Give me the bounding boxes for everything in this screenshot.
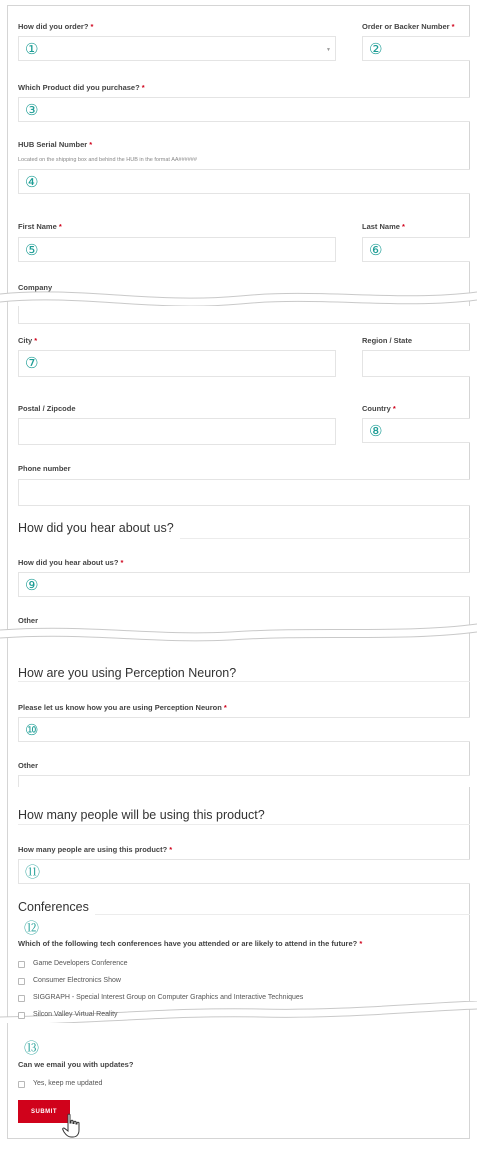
section-break-2 xyxy=(0,620,477,642)
email-updates-option-label: Yes, keep me updated xyxy=(33,1080,103,1087)
company-label: Company xyxy=(18,283,53,292)
marker-6: ⑥ xyxy=(369,241,383,259)
using-select[interactable] xyxy=(18,717,470,742)
divider xyxy=(180,538,470,539)
marker-10: ⑩ xyxy=(25,721,39,739)
region-label: Region / State xyxy=(362,336,413,345)
phone-label: Phone number xyxy=(18,464,71,473)
first-name-input[interactable] xyxy=(18,237,336,262)
conference-option-label: Game Developers Conference xyxy=(33,960,128,967)
email-updates-label: Can we email you with updates? xyxy=(18,1060,134,1069)
hear-other-label: Other xyxy=(18,616,39,625)
using-label: Please let us know how you are using Perception Neuron * xyxy=(18,703,227,712)
order-number-input[interactable] xyxy=(362,36,470,61)
conferences-label: Which of the following tech conferences have you attended or are likely to attend in the future? * xyxy=(18,939,363,948)
hub-serial-label: HUB Serial Number * xyxy=(18,140,93,149)
section-heading-people: How many people will be using this product? xyxy=(18,808,265,822)
conference-checkbox-ces[interactable] xyxy=(18,978,25,985)
pointer-cursor-icon xyxy=(62,1113,80,1139)
marker-3: ③ xyxy=(25,101,39,119)
marker-7: ⑦ xyxy=(25,354,39,372)
divider xyxy=(18,681,470,682)
conference-checkbox-svvr[interactable] xyxy=(18,1012,25,1019)
marker-5: ⑤ xyxy=(25,241,39,259)
postal-label: Postal / Zipcode xyxy=(18,404,76,413)
section-heading-hear: How did you hear about us? xyxy=(18,521,174,535)
using-other-label: Other xyxy=(18,761,39,770)
hub-serial-input[interactable] xyxy=(18,169,470,194)
marker-9: ⑨ xyxy=(25,576,39,594)
conference-option-label: SIGGRAPH - Special Interest Group on Computer Graphics and Interactive Techniques xyxy=(33,994,304,1001)
marker-13: ⑬ xyxy=(24,1039,40,1057)
section-heading-using: How are you using Perception Neuron? xyxy=(18,666,237,680)
product-label: Which Product did you purchase? * xyxy=(18,83,145,92)
marker-11: ⑪ xyxy=(25,863,41,881)
phone-input[interactable] xyxy=(18,479,470,506)
marker-12: ⑫ xyxy=(24,919,40,937)
last-name-label: Last Name * xyxy=(362,222,405,231)
hear-about-label: How did you hear about us? * xyxy=(18,558,124,567)
section-heading-conferences: Conferences xyxy=(18,900,89,914)
country-select[interactable] xyxy=(362,418,470,443)
city-input[interactable] xyxy=(18,350,336,377)
email-updates-checkbox[interactable] xyxy=(18,1081,25,1088)
last-name-input[interactable] xyxy=(362,237,470,262)
hub-serial-help: Located on the shipping box and behind the HUB in the format AA###### xyxy=(18,157,197,163)
chevron-down-icon: ▼ xyxy=(326,47,331,53)
first-name-label: First Name * xyxy=(18,222,62,231)
postal-input[interactable] xyxy=(18,418,336,445)
hear-about-select[interactable] xyxy=(18,572,470,597)
conference-checkbox-gdc[interactable] xyxy=(18,961,25,968)
order-number-label: Order or Backer Number * xyxy=(362,22,455,31)
marker-4: ④ xyxy=(25,173,39,191)
people-label: How many people are using this product? * xyxy=(18,845,173,854)
section-break-1 xyxy=(0,286,477,308)
region-input[interactable] xyxy=(362,350,470,377)
conference-option-label: Silcon Valley Virtual Reality xyxy=(33,1011,118,1018)
divider xyxy=(95,914,470,915)
how-ordered-select[interactable] xyxy=(18,36,336,61)
city-label: City * xyxy=(18,336,38,345)
conference-option-label: Consumer Electronics Show xyxy=(33,977,121,984)
marker-2: ② xyxy=(369,40,383,58)
divider xyxy=(18,824,470,825)
submit-button[interactable]: SUBMIT xyxy=(18,1100,70,1123)
marker-8: ⑧ xyxy=(369,422,383,440)
using-other-input[interactable] xyxy=(18,775,470,787)
marker-1: ① xyxy=(25,40,39,58)
country-label: Country * xyxy=(362,404,396,413)
company-input[interactable] xyxy=(18,306,470,324)
people-select[interactable] xyxy=(18,859,470,884)
product-select[interactable] xyxy=(18,97,470,122)
how-ordered-label: How did you order? * xyxy=(18,22,94,31)
